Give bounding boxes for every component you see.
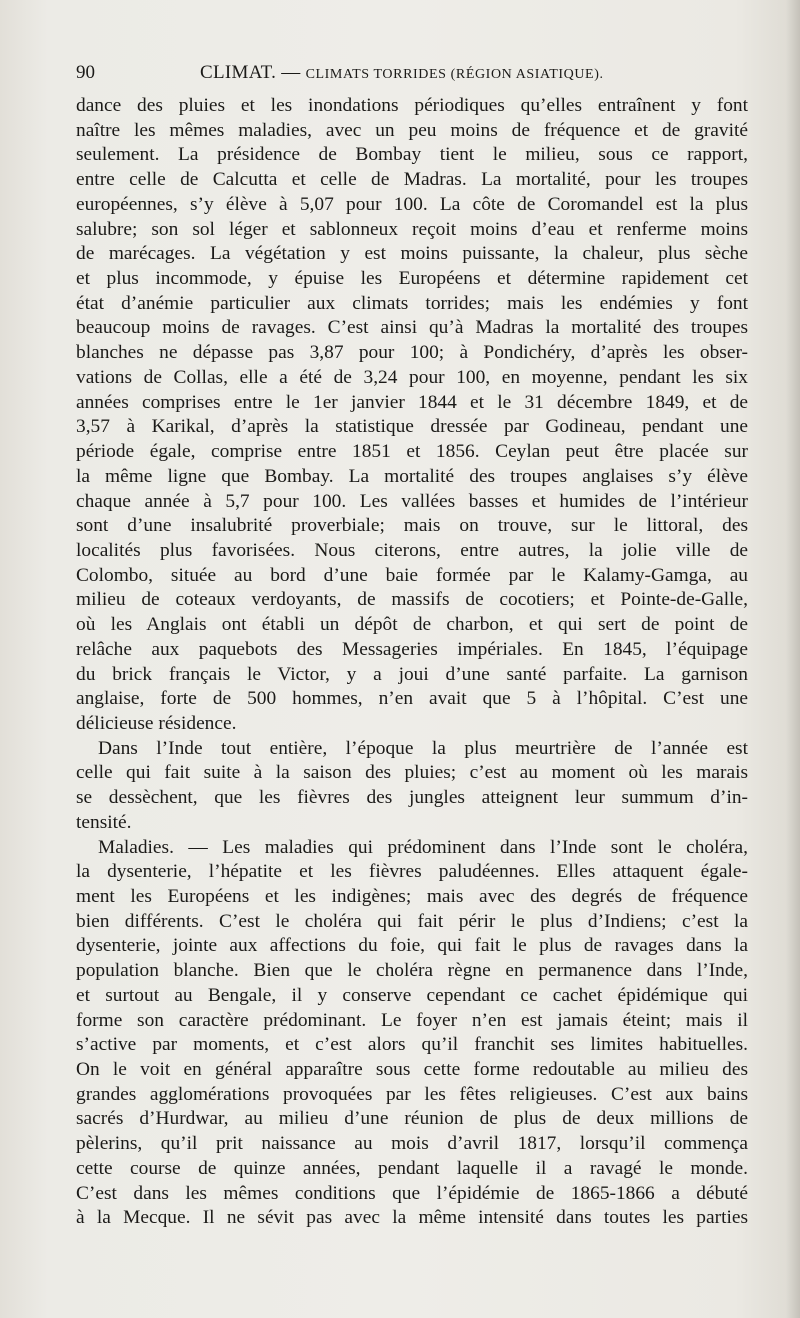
text-line: à la Mecque. Il ne sévit pas avec la même intensité dans toutes les parties [76, 1207, 748, 1229]
text-line: état d’anémie particulier aux climats torrides; mais les endémies y font [76, 292, 748, 314]
text-line: vations de Collas, elle a été de 3,24 pour 100, en moyenne, pendant les six [76, 366, 748, 388]
body-text [76, 94, 748, 1231]
text-line: et surtout au Bengale, il y conserve cependant ce cachet épidémique qui [76, 984, 748, 1006]
text-line: Maladies. — Les maladies qui prédominent dans l’Inde sont le choléra, [98, 836, 748, 858]
text-line: beaucoup moins de ravages. C’est ainsi qu’à Madras la mortalité des troupes [76, 317, 748, 339]
text-line: se dessèchent, que les fièvres des jungles atteignent leur summum d’in- [76, 787, 748, 809]
text-line: C’est dans les mêmes conditions que l’épidémie de 1865-1866 a débuté [76, 1182, 748, 1204]
text-line: salubre; son sol léger et sablonneux reçoit moins d’eau et renferme moins [76, 218, 748, 240]
text-line: sacrés d’Hurdwar, au milieu d’une réunion de plus de deux millions de [76, 1108, 748, 1130]
running-title-main: CLIMAT. — [200, 62, 301, 83]
text-line: années comprises entre le 1er janvier 1844 et le 31 décembre 1849, et de [76, 391, 748, 413]
text-line: et plus incommode, y épuise les Européens et détermine rapidement cet [76, 268, 748, 290]
text-line: dysenterie, jointe aux affections du foie, qui fait le plus de ravages dans la [76, 935, 748, 957]
text-line: 3,57 à Karikal, d’après la statistique dressée par Godineau, pendant une [76, 416, 748, 438]
text-line: On le voit en général apparaître sous cette forme redoutable au milieu des [76, 1059, 748, 1081]
text-line: ment les Européens et les indigènes; mais avec des degrés de fréquence [76, 886, 748, 907]
running-title [200, 60, 604, 88]
text-line: anglaise, forte de 500 hommes, n’en avait que 5 à l’hôpital. C’est une [76, 688, 748, 710]
text-line: européennes, s’y élève à 5,07 pour 100. La côte de Coromandel est la plus [76, 193, 748, 215]
text-line: pèlerins, qu’il prit naissance au mois d’avril 1817, lorsqu’il commença [76, 1133, 748, 1155]
text-line: Dans l’Inde tout entière, l’époque la plus meurtrière de l’année est [98, 737, 748, 759]
text-line: la même ligne que Bombay. La mortalité des troupes anglaises s’y élève [76, 465, 748, 487]
text-line: chaque année à 5,7 pour 100. Les vallées basses et humides de l’intérieur [76, 490, 748, 512]
text-line: de marécages. La végétation y est moins puissante, la chaleur, plus sèche [76, 243, 748, 265]
text-line: grandes agglomérations provoquées par les fêtes religieuses. C’est aux bains [76, 1083, 748, 1105]
text-line: seulement. La présidence de Bombay tient le milieu, sous ce rapport, [76, 144, 748, 166]
text-line: délicieuse résidence. [76, 712, 237, 734]
text-line: localités plus favorisées. Nous citerons, entre autres, la jolie ville de [76, 539, 748, 561]
text-line: où les Anglais ont établi un dépôt de charbon, et qui sert de point de [76, 614, 748, 636]
text-line: relâche aux paquebots des Messageries impériales. En 1845, l’équipage [76, 638, 748, 660]
page-edge-shadow [786, 0, 800, 1318]
text-line: blanches ne dépasse pas 3,87 pour 100; à Pondichéry, d’après les obser- [76, 342, 748, 364]
running-header [76, 60, 746, 86]
text-line: du brick français le Victor, y a joui d’une santé parfaite. La garnison [76, 663, 748, 685]
text-line: dance des pluies et les inondations périodiques qu’elles entraînent y font [76, 95, 748, 116]
text-line: population blanche. Bien que le choléra règne en permanence dans l’Inde, [76, 960, 748, 982]
text-line: sont d’une insalubrité proverbiale; mais on trouve, sur le littoral, des [76, 515, 748, 537]
text-line: milieu de coteaux verdoyants, de massifs de cocotiers; et Pointe-de-Galle, [76, 589, 748, 611]
text-line: bien différents. C’est le choléra qui fait périr le plus d’Indiens; c’est la [76, 910, 748, 932]
text-line: entre celle de Calcutta et celle de Madras. La mortalité, pour les troupes [76, 169, 748, 191]
text-line: naître les mêmes maladies, avec un peu moins de fréquence et de gravité [76, 119, 748, 141]
text-line: cette course de quinze années, pendant laquelle il a ravagé le monde. [76, 1157, 748, 1179]
text-line: Colombo, située au bord d’une baie formée par le Kalamy-Gamga, au [76, 564, 748, 586]
text-line: tensité. [76, 811, 132, 833]
text-line: la dysenterie, l’hépatite et les fièvres paludéennes. Elles attaquent égale- [76, 861, 748, 883]
text-line: s’active par moments, et c’est alors qu’il franchit ses limites habituelles. [76, 1034, 748, 1056]
running-title-subtitle: CLIMATS TORRIDES (RÉGION ASIATIQUE). [305, 67, 604, 82]
page-number: 90 [76, 62, 95, 83]
text-line: forme son caractère prédominant. Le foyer n’en est jamais éteint; mais il [76, 1009, 748, 1031]
text-line: période égale, comprise entre 1851 et 1856. Ceylan peut être placée sur [76, 441, 748, 463]
text-line: celle qui fait suite à la saison des pluies; c’est au moment où les marais [76, 762, 748, 784]
